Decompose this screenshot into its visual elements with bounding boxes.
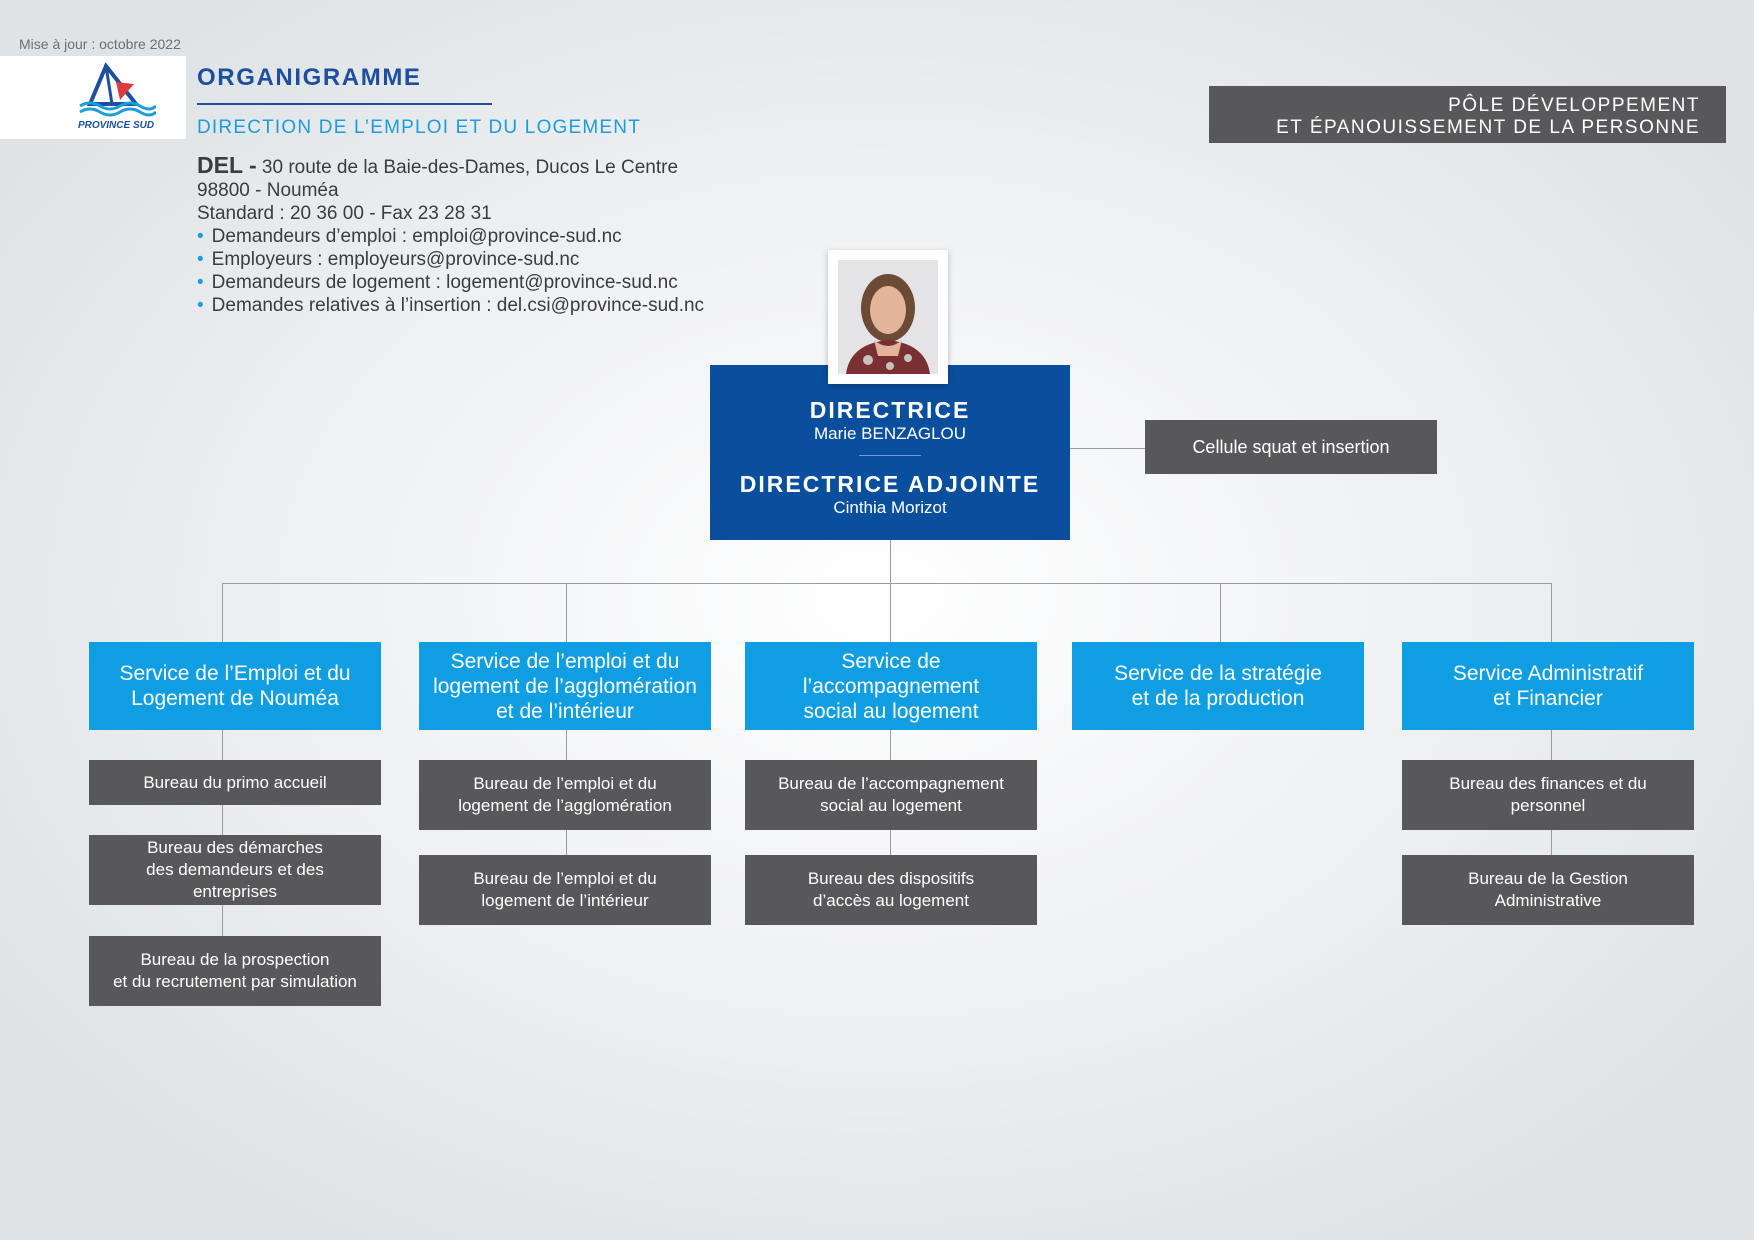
service-box bbox=[1072, 642, 1364, 730]
bureau-box bbox=[89, 835, 381, 905]
bureau-label-line: personnel bbox=[1510, 796, 1586, 815]
service-label-line: Service de l’Emploi et du bbox=[119, 662, 351, 685]
update-date: Mise à jour : octobre 2022 bbox=[19, 36, 181, 52]
connector-line bbox=[1220, 583, 1221, 642]
service-box bbox=[89, 642, 381, 730]
bureau-box bbox=[419, 855, 711, 925]
bureau-label-line: Administrative bbox=[1494, 891, 1602, 910]
del-abbr: DEL - bbox=[197, 152, 257, 178]
title-underline bbox=[197, 103, 492, 105]
cellule-box: Cellule squat et insertion bbox=[1145, 420, 1437, 474]
connector-line bbox=[1070, 448, 1145, 449]
connector-line bbox=[890, 540, 891, 584]
bureau-label-line: Bureau du primo accueil bbox=[143, 772, 327, 792]
email-item: • Employeurs : employeurs@province-sud.nc bbox=[197, 248, 704, 271]
service-box bbox=[1402, 642, 1694, 730]
service-label-line: Service de l’emploi et du bbox=[450, 649, 680, 673]
page-subtitle: DIRECTION DE L’EMPLOI ET DU LOGEMENT bbox=[197, 117, 642, 138]
service-label-line: et de la production bbox=[1131, 687, 1305, 710]
address-line bbox=[197, 154, 704, 179]
bureau-box bbox=[89, 936, 381, 1006]
service-label-line: Service de la stratégie bbox=[1114, 662, 1322, 685]
bureau-box bbox=[1402, 760, 1694, 830]
service-label-line: et Financier bbox=[1493, 687, 1603, 710]
service-label-line: social au logement bbox=[803, 699, 979, 723]
province-sud-logo bbox=[0, 56, 186, 139]
bureau-label-line: Bureau de l’emploi et du bbox=[473, 774, 657, 793]
address-2: 98800 - Nouméa bbox=[197, 180, 339, 201]
email-item: • Demandeurs de logement : logement@province-sud.nc bbox=[197, 271, 704, 294]
bureau-label-line: Bureau de l’accompagnement bbox=[778, 774, 1004, 793]
deputy-director-title: DIRECTRICE ADJOINTE bbox=[739, 471, 1041, 497]
page-title: ORGANIGRAMME bbox=[197, 64, 422, 91]
bureau-label-line: Bureau des finances et du bbox=[1449, 774, 1647, 793]
bureau-label-line: d’accès au logement bbox=[813, 891, 969, 910]
bureau-box bbox=[745, 760, 1037, 830]
service-box bbox=[419, 642, 711, 730]
connector-line bbox=[1551, 583, 1552, 642]
bureau-box bbox=[1402, 855, 1694, 925]
service-label-line: logement de l’agglomération bbox=[433, 674, 697, 698]
bureau-label-line: social au logement bbox=[820, 796, 962, 815]
email-list bbox=[197, 225, 704, 317]
bureau-label-line: Bureau de la Gestion bbox=[1468, 869, 1628, 888]
bureau-label-line: logement de l’intérieur bbox=[481, 891, 649, 910]
service-label-line: Service Administratif bbox=[1452, 662, 1644, 685]
portrait-image bbox=[838, 260, 938, 374]
bureau-box bbox=[745, 855, 1037, 925]
pole-banner bbox=[1209, 86, 1726, 143]
pole-line-2: ET ÉPANOUISSEMENT DE LA PERSONNE bbox=[1276, 117, 1700, 138]
contact-block bbox=[197, 154, 704, 317]
email-item: • Demandes relatives à l’insertion : del.csi@province-sud.nc bbox=[197, 294, 704, 317]
bureau-label-line: Bureau des démarches bbox=[147, 838, 323, 857]
bureau-label-line: logement de l’agglomération bbox=[458, 796, 672, 815]
bureau-label-line: Bureau de l’emploi et du bbox=[473, 869, 657, 888]
bureau-box bbox=[419, 760, 711, 830]
connector-line bbox=[890, 583, 891, 642]
bureau-box bbox=[89, 760, 381, 805]
direction-divider bbox=[859, 455, 921, 456]
bureau-label-line: entreprises bbox=[192, 882, 278, 901]
connector-line bbox=[222, 583, 223, 642]
director-photo bbox=[828, 250, 948, 384]
phone-line: Standard : 20 36 00 - Fax 23 28 31 bbox=[197, 203, 492, 224]
address-1: 30 route de la Baie-des-Dames, Ducos Le Centre bbox=[256, 157, 679, 178]
connector-line bbox=[566, 583, 567, 642]
direction-box bbox=[710, 365, 1070, 540]
pole-line-1: PÔLE DÉVELOPPEMENT bbox=[1448, 95, 1700, 116]
connector-line bbox=[222, 583, 1552, 584]
email-item: • Demandeurs d’emploi : emploi@province-sud.nc bbox=[197, 225, 704, 248]
director-name: Marie BENZAGLOU bbox=[813, 424, 967, 443]
bureau-label-line: Bureau des dispositifs bbox=[807, 869, 975, 888]
sail-logo-icon bbox=[76, 60, 156, 132]
service-box bbox=[745, 642, 1037, 730]
service-label-line: Service de bbox=[841, 649, 941, 673]
service-label-line: l’accompagnement bbox=[802, 674, 980, 698]
deputy-director-name: Cinthia Morizot bbox=[833, 498, 947, 517]
service-label-line: et de l’intérieur bbox=[496, 699, 634, 723]
bureau-label-line: des demandeurs et des bbox=[146, 860, 324, 879]
logo-text: PROVINCE SUD bbox=[77, 120, 155, 131]
bureau-label-line: Bureau de la prospection bbox=[140, 950, 330, 969]
director-title: DIRECTRICE bbox=[809, 397, 971, 423]
bureau-label-line: et du recrutement par simulation bbox=[113, 972, 357, 991]
service-label-line: Logement de Nouméa bbox=[131, 687, 339, 710]
